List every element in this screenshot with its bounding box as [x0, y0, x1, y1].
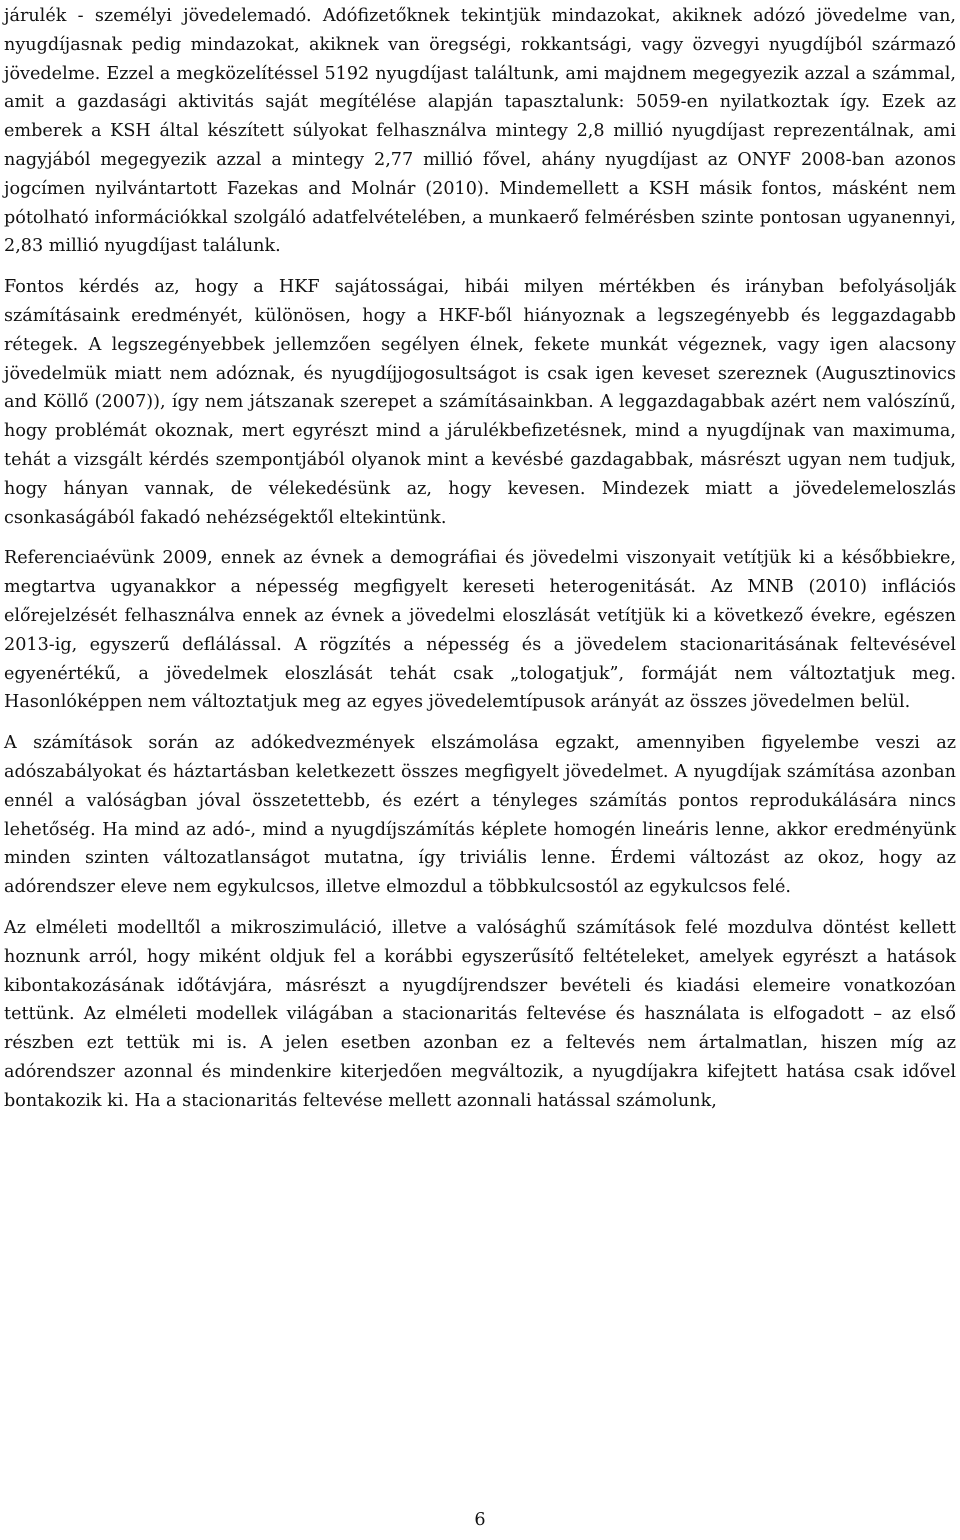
- paragraph-1: járulék - személyi jövedelemadó. Adófizetőknek tekintjük mindazokat, akiknek adózó jövedelme van, nyugdíjasnak pedig mindazokat, akiknek van öregségi, rokkantsági, vagy özvegyi nyugdíjból származó jövedelme. Ezzel a megközelítéssel 5192 nyugdíjast találtunk, ami majdnem megegyezik azzal a számmal, amit a gazdasági aktivitás saját megítélése alapján tapasztalunk: 5059-en nyilatkoztak így. Ezek az emberek a KSH által készített súlyokat felhasználva mintegy 2,8 millió nyugdíjast reprezentálnak, ami nagyjából megegyezik azzal a mintegy 2,77 millió fővel, ahány nyugdíjast az ONYF 2008-ban azonos jogcímen nyilvántartott Fazekas and Molnár (2010). Mindemellett a KSH másik fontos, másként nem pótolható információkkal szolgáló adatfelvételében, a munkaerő felmérésben szinte pontosan ugyanennyi, 2,83 millió nyugdíjast találunk.: [4, 6, 956, 257]
- paragraph-4: A számítások során az adókedvezmények elszámolása egzakt, amennyiben figyelembe veszi az adószabályokat és háztartásban keletkezett összes megfigyelt jövedelmet. A nyugdíjak számítása azonban ennél a valóságban jóval összetettebb, és ezért a tényleges számítás pontos reprodukálására nincs lehetőség. Ha mind az adó-, mind a nyugdíjszámítás képlete homogén lineáris lenne, akkor eredményünk minden szinten változatlanságot mutatna, így triviális lenne. Érdemi változást az okoz, hogy az adórendszer eleve nem egykulcsos, illetve elmozdul a többkulcsostól az egykulcsos felé.: [4, 733, 956, 898]
- document-body: [4, 2, 956, 1127]
- page-number: 6: [474, 1510, 486, 1530]
- paragraph-3: Referenciaévünk 2009, ennek az évnek a demográfiai és jövedelmi viszonyait vetítjük ki a későbbiekre, megtartva ugyanakkor a népesség megfigyelt kereseti heterogenitását. Az MNB (2010) inflációs előrejelzését felhasználva ennek az évnek a jövedelmi eloszlását vetítjük ki a következő évekre, egészen 2013-ig, egyszerű deflálással. A rögzítés a népesség és a jövedelem stacionaritásának feltevésével egyenértékű, a jövedelmek eloszlását tehát csak „tologatjuk”, formáját nem változtatjuk meg. Hasonlóképpen nem változtatjuk meg az egyes jövedelemtípusok arányát az összes jövedelmen belül.: [4, 548, 956, 713]
- paragraph-2: Fontos kérdés az, hogy a HKF sajátosságai, hibái milyen mértékben és irányban befolyásolják számításaink eredményét, különösen, hogy a HKF-ből hiányoznak a legszegényebb és leggazdagabb rétegek. A legszegényebbek jellemzően segélyen élnek, fekete munkát végeznek, vagy igen alacsony jövedelmük miatt nem adóznak, és nyugdíjjogosultságot is csak igen keveset szereznek (Augusztinovics and Köllő (2007)), így nem játszanak szerepet a számításainkban. A leggazdagabbak azért nem valószínű, hogy problémát okoznak, mert egyrészt mind a járulékbefizetésnek, mind a nyugdíjnak van maximuma, tehát a vizsgált kérdés szempontjából olyanok mint a kevésbé gazdagabbak, másrészt ugyan nem tudjuk, hogy hányan vannak, de vélekedésünk az, hogy kevesen. Mindezek miatt a jövedelemeloszlás csonkaságából fakadó nehézségektől eltekintünk.: [4, 277, 956, 528]
- paragraph-5: Az elméleti modelltől a mikroszimuláció, illetve a valósághű számítások felé mozdulva döntést kellett hoznunk arról, hogy miként oldjuk fel a korábbi egyszerűsítő feltételeket, amelyek egyrészt a hatások kibontakozásának időtávjára, másrészt a nyugdíjrendszer bevételi és kiadási elemeire vonatkozóan tettünk. Az elméleti modellek világában a stacionaritás feltevése és használata is elfogadott – az első részben ezt tettük mi is. A jelen esetben azonban ez a feltevés nem ártalmatlan, hiszen míg az adórendszer azonnal és mindenkire kiterjedően megváltozik, a nyugdíjakra kifejtett hatása csak idővel bontakozik ki. Ha a stacionaritás feltevése mellett azonnali hatással számolunk,: [4, 917, 956, 1111]
